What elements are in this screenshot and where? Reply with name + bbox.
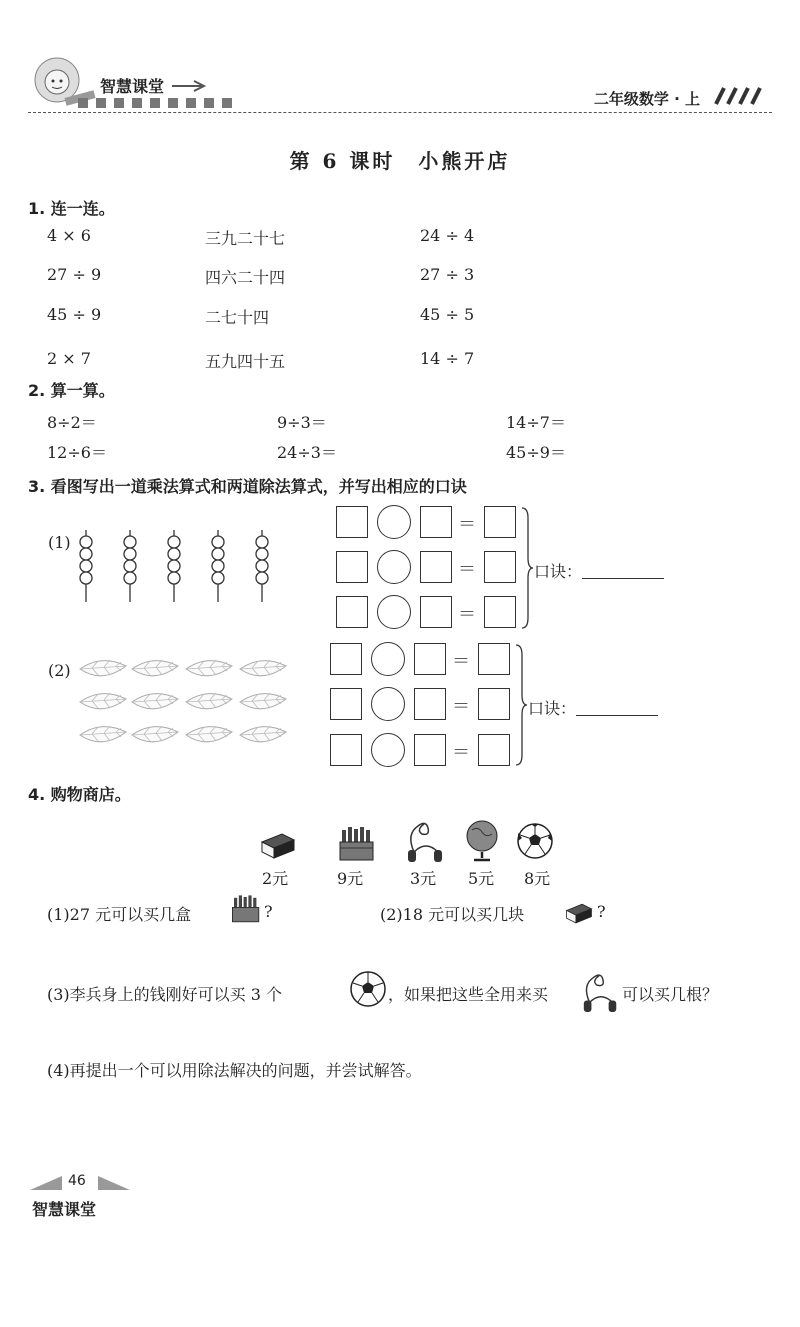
koujue-answer-line[interactable] (576, 697, 658, 716)
answer-box[interactable] (330, 643, 362, 675)
answer-box[interactable] (414, 734, 446, 766)
operator-circle[interactable] (371, 733, 405, 767)
q1-col1-item: 27 ÷ 9 (47, 265, 102, 284)
page-number: 46 (68, 1173, 86, 1189)
q1-col2-item: 三九二十七 (205, 229, 286, 248)
q4-sub1-text: (1)27 元可以买几盒 (47, 905, 192, 924)
q1-col2-item: 四六二十四 (205, 268, 286, 287)
header-squares (78, 98, 248, 110)
answer-box[interactable] (484, 596, 516, 628)
answer-box[interactable] (484, 551, 516, 583)
operator-circle[interactable] (371, 687, 405, 721)
q2-expression: 14÷7＝ (506, 413, 566, 432)
soccer-ball-icon (515, 820, 555, 862)
koujue-answer-line[interactable] (582, 560, 664, 579)
price-label: 8元 (524, 869, 551, 888)
q4-sub4-text: (4)再提出一个可以用除法解决的问题，并尝试解答。 (47, 1061, 422, 1080)
answer-box[interactable] (414, 688, 446, 720)
q1-col3-item: 45 ÷ 5 (420, 305, 475, 324)
q2-expression: 45÷9＝ (506, 443, 566, 462)
equals-sign: ＝ (458, 514, 476, 535)
answer-box[interactable] (478, 734, 510, 766)
brace (514, 643, 528, 767)
q1-col3-item: 24 ÷ 4 (420, 226, 475, 245)
equals-sign: ＝ (452, 742, 470, 763)
q1-heading: 1. 连一连。 (28, 199, 115, 218)
q4-sub2-end: ? (597, 902, 606, 921)
soccer-ball-icon (348, 968, 388, 1010)
jump-rope-icon (580, 966, 622, 1014)
arrow-icon (172, 80, 212, 92)
q2-expression: 24÷3＝ (277, 443, 337, 462)
answer-box[interactable] (478, 643, 510, 675)
equals-sign: ＝ (452, 696, 470, 717)
price-label: 3元 (410, 869, 437, 888)
q4-sub3-end: 可以买几根？ (622, 985, 719, 1004)
header-stripes (710, 86, 765, 106)
q1-col3-item: 14 ÷ 7 (420, 349, 475, 368)
q1-col2-item: 五九四十五 (205, 352, 286, 371)
footer-brand: 智慧课堂 (32, 1200, 97, 1219)
q1-col3-item: 27 ÷ 3 (420, 265, 475, 284)
answer-box[interactable] (330, 688, 362, 720)
q1-col1-item: 4 × 6 (47, 226, 91, 245)
q4-sub3-text: (3)李兵身上的钱刚好可以买 3 个 (47, 985, 283, 1004)
header-brand: 智慧课堂 (100, 77, 165, 96)
q1-col2-item: 二七十四 (205, 308, 270, 327)
q4-heading: 4. 购物商店。 (28, 785, 131, 804)
q1-col1-item: 45 ÷ 9 (47, 305, 102, 324)
answer-box[interactable] (414, 643, 446, 675)
q3-heading: 3. 看图写出一道乘法算式和两道除法算式，并写出相应的口诀 (28, 477, 467, 496)
operator-circle[interactable] (377, 550, 411, 584)
lesson-title: 第 6 课时 小熊开店 (289, 149, 511, 173)
answer-box[interactable] (336, 506, 368, 538)
q2-expression: 8÷2＝ (47, 413, 97, 432)
eraser-icon (561, 898, 597, 926)
answer-box[interactable] (478, 688, 510, 720)
equals-sign: ＝ (458, 559, 476, 580)
brace (520, 506, 534, 630)
answer-box[interactable] (330, 734, 362, 766)
answer-box[interactable] (336, 551, 368, 583)
price-label: 9元 (337, 869, 364, 888)
header-divider (28, 112, 772, 113)
equals-sign: ＝ (452, 651, 470, 672)
q4-sub1-end: ? (264, 902, 273, 921)
answer-box[interactable] (484, 506, 516, 538)
q2-expression: 9÷3＝ (277, 413, 327, 432)
crayon-box-icon (337, 824, 377, 864)
answer-box[interactable] (420, 551, 452, 583)
q2-expression: 12÷6＝ (47, 443, 107, 462)
jump-rope-icon (404, 814, 448, 864)
eraser-icon (258, 826, 298, 862)
answer-box[interactable] (336, 596, 368, 628)
price-label: 2元 (262, 869, 289, 888)
koujue-label: 口诀： (534, 562, 583, 581)
answer-box[interactable] (420, 506, 452, 538)
price-label: 5元 (468, 869, 495, 888)
header-subject: 二年级数学 · 上 (593, 90, 700, 108)
q1-col1-item: 2 × 7 (47, 349, 91, 368)
q3-part1-label: (1) (48, 533, 71, 552)
equals-sign: ＝ (458, 604, 476, 625)
globe-icon (462, 818, 502, 864)
operator-circle[interactable] (377, 505, 411, 539)
koujue-label: 口诀： (528, 699, 577, 718)
operator-circle[interactable] (371, 642, 405, 676)
operator-circle[interactable] (377, 595, 411, 629)
answer-box[interactable] (420, 596, 452, 628)
q2-heading: 2. 算一算。 (28, 381, 115, 400)
crayon-box-icon (230, 892, 262, 926)
leaves-figure (76, 654, 292, 754)
q4-sub3-mid: ，如果把这些全用来买 (388, 985, 549, 1004)
abacus-beads-figure (74, 528, 284, 604)
q3-part2-label: (2) (48, 661, 71, 680)
q4-sub2-text: (2)18 元可以买几块 (380, 905, 525, 924)
